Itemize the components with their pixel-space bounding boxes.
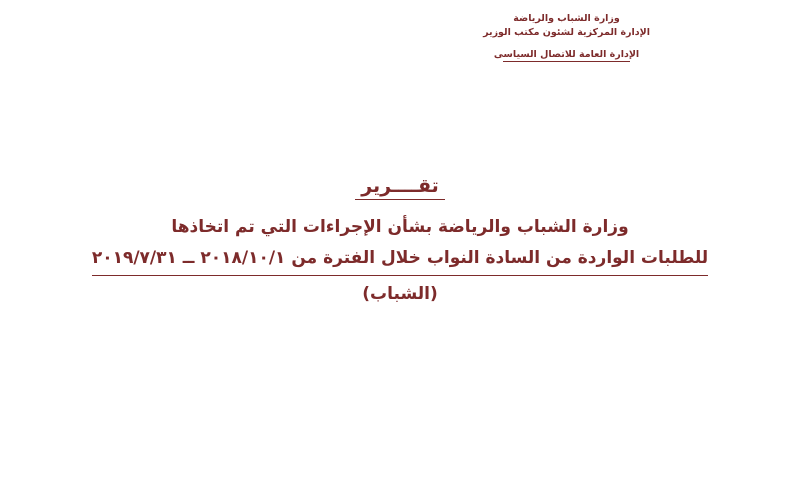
title-block bbox=[0, 175, 800, 310]
letterhead bbox=[483, 12, 650, 63]
letterhead-subdepartment: الإدارة العامة للاتصال السياسى bbox=[494, 48, 639, 63]
letterhead-department: الإدارة المركزية لشئون مكتب الوزير bbox=[483, 26, 650, 38]
title-line-3: (الشباب) bbox=[362, 283, 438, 304]
title-line-2: للطلبات الواردة من السادة النواب خلال الفترة من ٢٠١٨/١٠/١ ــ ٢٠١٩/٧/٣١ bbox=[92, 243, 708, 276]
document-heading: تقــــرير bbox=[361, 175, 439, 200]
title-line-1: وزارة الشباب والرياضة بشأن الإجراءات التي تم اتخاذها bbox=[171, 217, 629, 237]
letterhead-ministry: وزارة الشباب والرياضة bbox=[513, 13, 620, 24]
